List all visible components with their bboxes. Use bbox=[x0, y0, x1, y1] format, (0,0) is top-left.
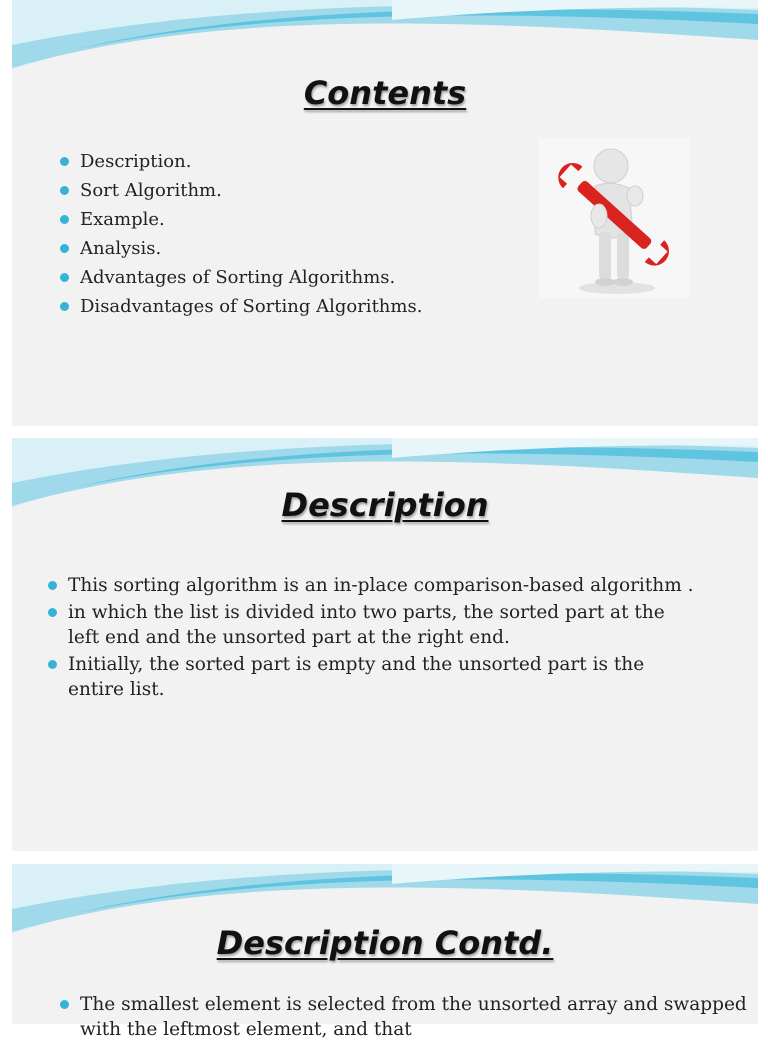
header-wave-decoration bbox=[12, 0, 758, 80]
list-item: Description. bbox=[58, 147, 528, 176]
slide-title: Contents bbox=[303, 74, 467, 112]
list-item: This sorting algorithm is an in-place comparison-based algorithm . bbox=[46, 573, 696, 598]
list-item: Analysis. bbox=[58, 234, 528, 263]
list-item: Advantages of Sorting Algorithms. bbox=[58, 263, 528, 292]
bullet-icon bbox=[48, 608, 57, 617]
slide-description-contd bbox=[12, 864, 758, 1040]
bullet-icon bbox=[60, 157, 69, 166]
bullet-icon bbox=[60, 1000, 69, 1009]
person-with-wrench-icon bbox=[539, 138, 689, 298]
description-list bbox=[46, 573, 696, 704]
bullet-icon bbox=[60, 186, 69, 195]
list-item: Initially, the sorted part is empty and the unsorted part is the entire list. bbox=[46, 652, 696, 702]
list-item: The smallest element is selected from the unsorted array and swapped with the leftmost element, and that bbox=[58, 992, 748, 1042]
slide-title: Description bbox=[281, 486, 489, 524]
bullet-icon bbox=[60, 302, 69, 311]
bullet-icon bbox=[48, 581, 57, 590]
bullet-icon bbox=[60, 215, 69, 224]
contents-list bbox=[58, 147, 528, 321]
list-item: in which the list is divided into two parts, the sorted part at the left end and the unsorted part at the right end. bbox=[46, 600, 696, 650]
list-item: Sort Algorithm. bbox=[58, 176, 528, 205]
list-item: Disadvantages of Sorting Algorithms. bbox=[58, 292, 528, 321]
slide-description bbox=[12, 438, 758, 851]
slide-contents bbox=[12, 0, 758, 426]
list-item: Example. bbox=[58, 205, 528, 234]
bullet-icon bbox=[60, 273, 69, 282]
bullet-icon bbox=[60, 244, 69, 253]
description-contd-list bbox=[58, 992, 748, 1042]
bullet-icon bbox=[48, 660, 57, 669]
slide-title: Description Contd. bbox=[216, 924, 554, 962]
